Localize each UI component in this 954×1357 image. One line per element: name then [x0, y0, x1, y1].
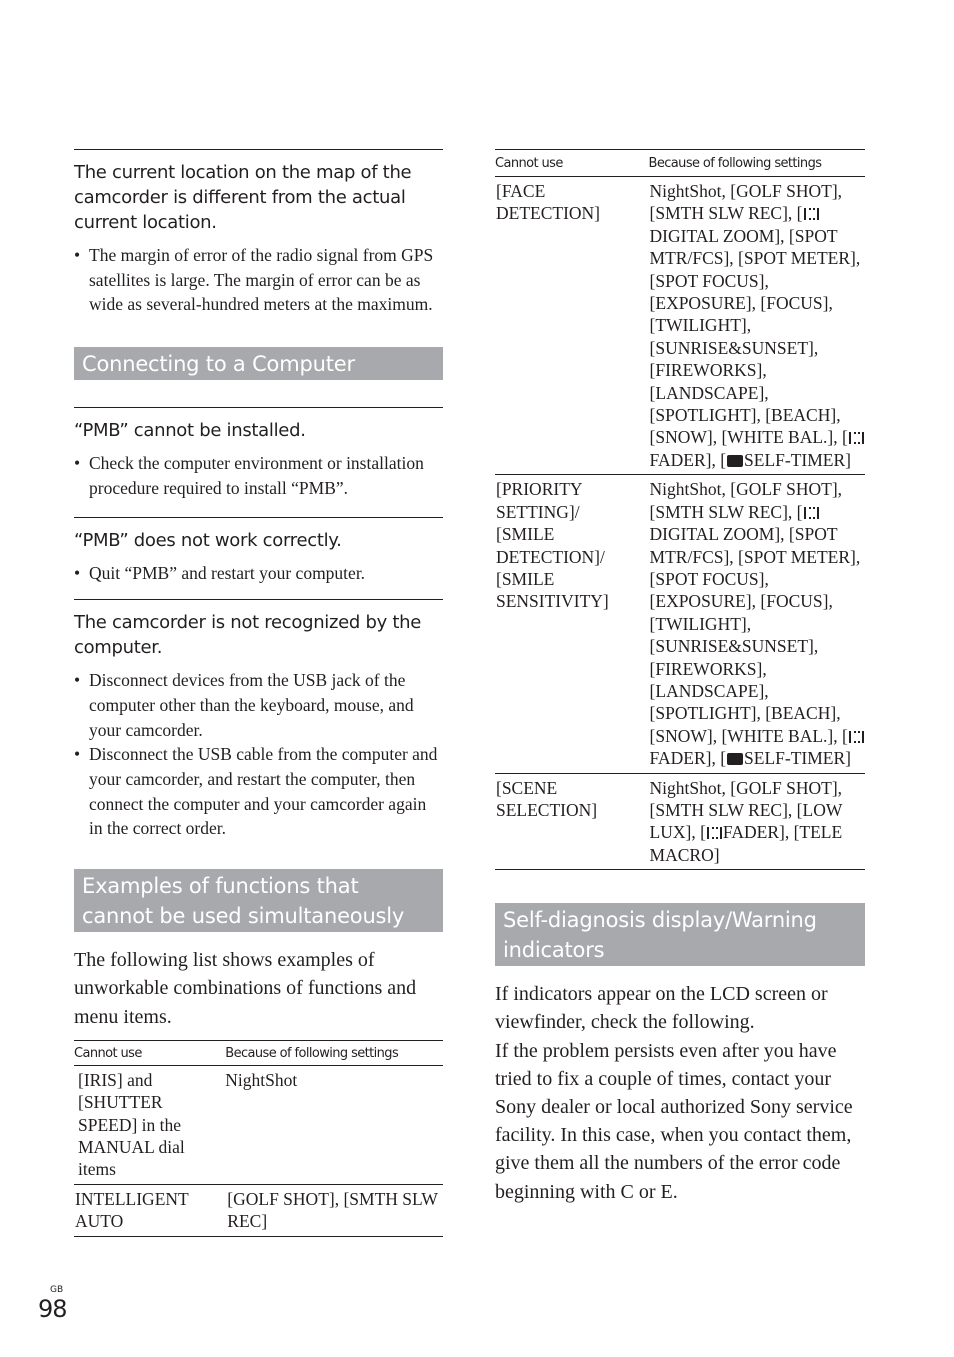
section-header-examples: Examples of functions that cannot be used simultaneously [74, 869, 443, 932]
body-paragraph: If the problem persists even after you have tried to fix a couple of times, contact your Sony dealer or local authorized Sony service facility. In this case, when you contact them, give them all the numbers of the error code beginning with C or E. [495, 1039, 853, 1203]
left-column [74, 149, 443, 1237]
section-header-self-diagnosis: Self-diagnosis display/Warning indicators [495, 903, 865, 966]
troubleshoot-question-gps: The current location on the map of the camcorder is different from the actual current location. [74, 162, 412, 233]
cell-cannot-use: [IRIS] and [SHUTTER SPEED] in the MANUAL dial items [74, 1065, 225, 1184]
troubleshoot-question: “PMB” does not work correctly. [74, 529, 342, 551]
table-row [495, 177, 865, 475]
troubleshoot-question: “PMB” cannot be installed. [74, 420, 306, 442]
cell-settings: [GOLF SHOT], [SMTH SLW REC] [225, 1184, 443, 1236]
still-camera-icon [727, 753, 743, 765]
page-number: 98 [38, 1295, 67, 1323]
movie-film-icon [707, 827, 722, 839]
movie-film-icon [804, 208, 819, 220]
conflict-table-right [495, 149, 865, 870]
cell-cannot-use: [PRIORITY SETTING]/ [SMILE DETECTION]/ [SMILE SENSITIVITY] [495, 475, 649, 773]
bullet-item: • The margin of error of the radio signal from GPS satellites is large. The margin of error can be as wide as several-hundred meters at the maximum. [74, 243, 443, 317]
divider [74, 517, 443, 518]
still-camera-icon [727, 455, 743, 467]
divider [74, 599, 443, 600]
cell-cannot-use: [FACE DETECTION] [495, 177, 649, 475]
cell-settings: NightShot, [GOLF SHOT], [SMTH SLW REC], [LOW LUX], [ FADER], [TELE MACRO] [649, 773, 865, 870]
troubleshoot-question: The camcorder is not recognized by the computer. [74, 612, 422, 659]
header-because-of: Because of following settings [649, 150, 865, 177]
cell-cannot-use: INTELLIGENT AUTO [74, 1184, 225, 1236]
bullet-list [74, 243, 443, 317]
intro-paragraph: The following list shows examples of unworkable combinations of functions and menu items. [74, 949, 417, 1028]
table-header-row [495, 150, 865, 177]
movie-film-icon [849, 432, 864, 444]
movie-film-icon [849, 731, 864, 743]
cell-cannot-use: [SCENE SELECTION] [495, 773, 649, 870]
header-cannot-use: Cannot use [74, 1040, 225, 1065]
bullet-list [74, 451, 443, 500]
table-row [495, 475, 865, 773]
table-row [495, 773, 865, 870]
table-header-row [74, 1040, 443, 1065]
table-row [74, 1184, 443, 1236]
bullet-item: • Check the computer environment or installation procedure required to install “PMB”. [74, 451, 443, 500]
table-row [74, 1065, 443, 1184]
region-code: GB [50, 1285, 64, 1295]
bullet-list [74, 668, 443, 841]
bullet-list [74, 561, 443, 586]
bullet-item: • Disconnect devices from the USB jack of the computer other than the keyboard, mouse, and your camcorder. [74, 668, 443, 742]
cell-settings: NightShot [225, 1065, 443, 1184]
divider [74, 407, 443, 408]
section-header-computer: Connecting to a Computer [74, 347, 443, 380]
header-because-of: Because of following settings [225, 1040, 443, 1065]
header-cannot-use: Cannot use [495, 150, 649, 177]
cell-settings: NightShot, [GOLF SHOT], [SMTH SLW REC], [DIGITAL ZOOM], [SPOT MTR/FCS], [SPOT METER], [SPOT FOCUS], [EXPOSURE], [FOCUS], [TWILIGHT], [SUNRISE&SUNSET], [FIREWORKS], [LANDSCAPE], [SPOTLIGHT], [BEACH], [SNOW], [WHITE BAL.], [FADER], [ SELF-TIMER] [649, 475, 865, 773]
right-column [495, 149, 865, 1206]
bullet-item: • Quit “PMB” and restart your computer. [74, 561, 443, 586]
movie-film-icon [804, 507, 819, 519]
bullet-item: • Disconnect the USB cable from the computer and your camcorder, and restart the computer, then connect the computer and your camcorder again in the correct order. [74, 742, 443, 841]
conflict-table-left [74, 1040, 443, 1237]
cell-settings: NightShot, [GOLF SHOT], [SMTH SLW REC], [DIGITAL ZOOM], [SPOT MTR/FCS], [SPOT METER], [SPOT FOCUS], [EXPOSURE], [FOCUS], [TWILIGHT], [SUNRISE&SUNSET], [FIREWORKS], [LANDSCAPE], [SPOTLIGHT], [BEACH], [SNOW], [WHITE BAL.], [FADER], [ SELF-TIMER] [649, 177, 865, 475]
body-paragraph: If indicators appear on the LCD screen or viewfinder, check the following. [495, 983, 828, 1034]
divider [74, 149, 443, 150]
